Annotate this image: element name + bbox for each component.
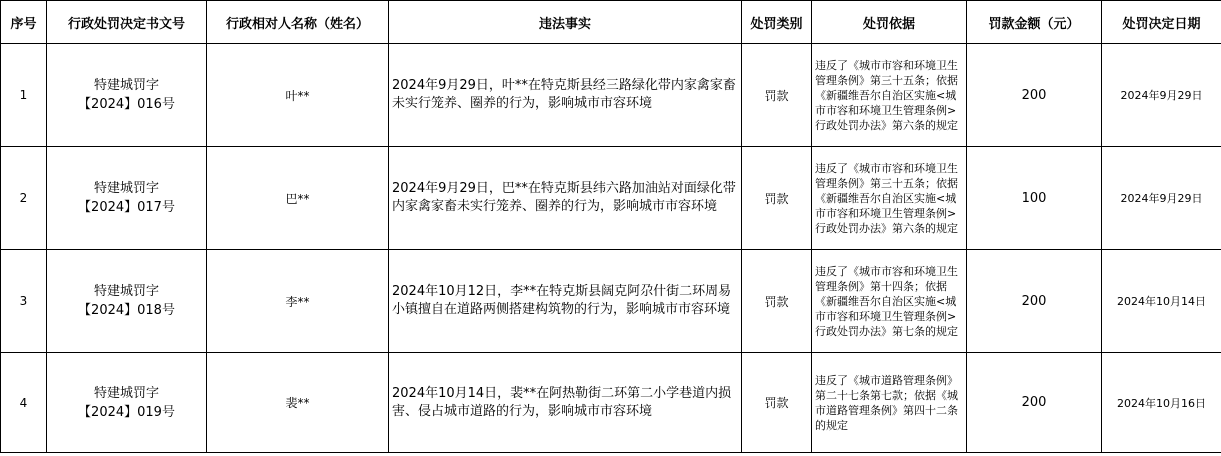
basis-cell: 违反了《城市市容和环境卫生管理条例》第三十五条；依据《新疆维吾尔自治区实施<城市市容和环境卫生管理条例>行政处罚办法》第六条的规定 [812,44,967,147]
doc-no-line2: 【2024】019号 [78,404,175,420]
header-facts: 违法事实 [389,1,742,44]
basis-cell: 违反了《城市市容和环境卫生管理条例》第十四条；依据《新疆维吾尔自治区实施<城市市容和环境卫生管理条例>行政处罚办法》第七条的规定 [812,250,967,353]
doc-no-line1: 特建城罚字 [93,78,159,93]
header-fine: 罚款金额（元） [967,1,1102,44]
party-cell: 裴** [207,353,389,453]
date-cell: 2024年10月16日 [1102,353,1221,453]
fine-cell: 200 [967,44,1102,147]
doc-no-line2: 【2024】018号 [78,303,175,318]
doc-no-line2: 【2024】016号 [78,97,175,112]
party-cell: 叶** [207,44,389,147]
seq-cell: 4 [1,353,47,453]
seq-cell: 1 [1,44,47,147]
header-penalty-type: 处罚类别 [742,1,812,44]
party-cell: 李** [207,250,389,353]
doc-no-line1: 特建城罚字 [93,284,159,299]
date-cell: 2024年9月29日 [1102,147,1221,250]
doc-no-line2: 【2024】017号 [78,200,175,215]
basis-cell: 违反了《城市道路管理条例》第二十七条第七款；依据《城市道路管理条例》第四十二条的规定 [812,353,967,453]
penalty-type-cell: 罚款 [742,147,812,250]
header-doc-no: 行政处罚决定书文号 [47,1,207,44]
table-row [1,44,1221,147]
doc-no-cell [47,147,207,250]
date-cell: 2024年10月14日 [1102,250,1221,353]
basis-cell: 违反了《城市市容和环境卫生管理条例》第三十五条；依据《新疆维吾尔自治区实施<城市市容和环境卫生管理条例>行政处罚办法》第六条的规定 [812,147,967,250]
doc-no-cell [47,353,207,453]
facts-cell: 2024年9月29日，叶**在特克斯县经三路绿化带内家禽家畜未实行笼养、圈养的行为，影响城市市容环境 [389,44,742,147]
table-row [1,353,1221,453]
table-row [1,147,1221,250]
doc-no-line1: 特建城罚字 [93,385,159,401]
header-party: 行政相对人名称（姓名） [207,1,389,44]
seq-cell: 2 [1,147,47,250]
facts-cell: 2024年10月14日，裴**在阿热勒街二环第二小学巷道内损害、侵占城市道路的行为，影响城市市容环境 [389,353,742,453]
header-seq: 序号 [1,1,47,44]
penalty-type-cell: 罚款 [742,44,812,147]
facts-cell: 2024年9月29日，巴**在特克斯县纬六路加油站对面绿化带内家禽家畜未实行笼养、圈养的行为，影响城市市容环境 [389,147,742,250]
fine-cell: 200 [967,250,1102,353]
table-row [1,250,1221,353]
seq-cell: 3 [1,250,47,353]
facts-cell: 2024年10月12日，李**在特克斯县阔克阿尕什街二环周易小镇擅自在道路两侧搭建构筑物的行为，影响城市市容环境 [389,250,742,353]
header-basis: 处罚依据 [812,1,967,44]
date-cell: 2024年9月29日 [1102,44,1221,147]
doc-no-cell [47,250,207,353]
doc-no-cell [47,44,207,147]
header-row [1,1,1221,44]
fine-cell: 200 [967,353,1102,453]
doc-no-line1: 特建城罚字 [93,181,159,196]
header-date: 处罚决定日期 [1102,1,1221,44]
fine-cell: 100 [967,147,1102,250]
penalty-type-cell: 罚款 [742,250,812,353]
penalty-type-cell: 罚款 [742,353,812,453]
party-cell: 巴** [207,147,389,250]
